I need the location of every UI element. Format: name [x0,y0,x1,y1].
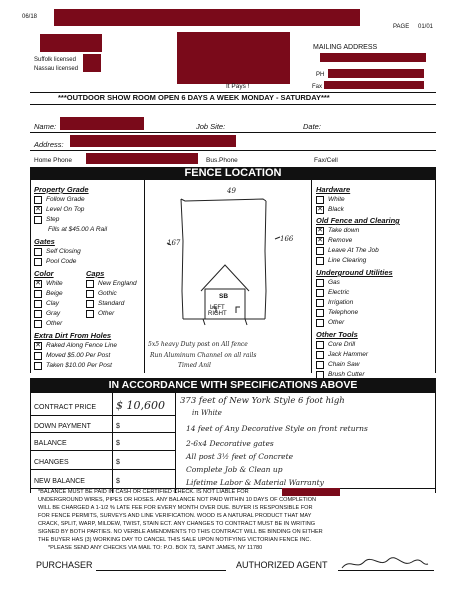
remove-checkbox[interactable]: ✕ [317,237,323,244]
down-payment-dollar: $ [116,423,120,430]
divider [30,393,31,493]
fence-top-line [181,199,266,201]
taken-label: Taken $10.00 Per Post [46,362,112,369]
divider [30,450,176,451]
redaction-name [60,117,144,130]
core-drill-label: Core Drill [328,341,356,348]
terms-line: *BALANCE MUST BE PAID IN CASH OR CERTIFIED CHECK. IS NOT LIABLE FOR [38,489,249,495]
redaction-company [177,32,290,84]
redaction-header-top [54,9,360,26]
balance-dollar: $ [116,440,120,447]
hardware-black-checkbox[interactable]: ✕ [317,206,323,213]
fence-right-line [265,201,266,319]
redaction-fax [324,81,424,89]
color-clay-label: Clay [46,300,60,307]
chain-saw-checkbox[interactable] [316,361,324,369]
new-balance-dollar: $ [116,478,120,485]
telephone-checkbox[interactable] [316,309,324,317]
fax-date: 06/18 [22,14,38,20]
telephone-label: Telephone [328,309,359,316]
house-label: SB [219,293,229,300]
terms-line: CRACK, SPLIT, WARP, MILDEW, TWIST, STAIN ECT. ANY CHANGES TO CONTRACT MUST BE IN WRITING [38,521,316,527]
balance-label: BALANCE [34,440,67,447]
moved-checkbox[interactable] [34,352,42,360]
follow-grade-checkbox[interactable] [34,196,42,204]
fills-note: Fills at $45.00 A Rail [48,226,108,233]
date-label: Date: [303,122,321,131]
changes-dollar: $ [116,459,120,466]
leave-checkbox[interactable] [316,247,324,255]
showroom-banner: ***OUTDOOR SHOW ROOM OPEN 6 DAYS A WEEK MONDAY - SATURDAY*** [58,93,330,102]
job-site-label: Job Site: [196,122,226,131]
take-down-checkbox[interactable]: ✕ [317,227,323,234]
remove-label: Remove [328,237,353,244]
name-label: Name: [34,122,57,131]
self-closing-checkbox[interactable] [34,248,42,256]
divider [311,180,312,373]
fax-label: Fax [312,84,323,90]
hardware-title: Hardware [316,185,351,194]
irrigation-label: Irrigation [328,299,354,306]
old-fence-title: Old Fence and Clearing [316,216,400,225]
color-white-checkbox[interactable]: ✕ [35,280,41,287]
line-clearing-checkbox[interactable] [316,257,324,265]
cap-gothic-label: Gothic [98,290,117,297]
terms-line: WILL BE CHARGED A 1-1/2 % LATE FEE FOR EVERY MONTH OVER DUE. BUYER IS RESPONSIBLE FOR [38,505,313,511]
color-clay-checkbox[interactable] [34,300,42,308]
electric-checkbox[interactable] [316,289,324,297]
fence-location-title: FENCE LOCATION [30,167,436,180]
spec-note-2: in White [192,409,222,417]
color-beige-checkbox[interactable] [34,290,42,298]
level-on-top-label: Level On Top [46,206,85,213]
divider [435,393,436,493]
spec-note-6: Complete Job & Clean up [186,465,283,474]
spec-note-5: All post 3½ feet of Concrete [186,452,294,461]
divider [30,104,436,105]
phone-label: PH [316,72,325,78]
other-tools-title: Other Tools [316,330,358,339]
terms-line: FOR FENCE PERMITS, SURVEYS AND LINE VERIFICATION. WOOD IS A NATURAL PRODUCT THAT MAY [38,513,312,519]
cap-new-england-checkbox[interactable] [86,280,94,288]
redaction-logo-left [40,34,102,52]
taken-checkbox[interactable] [34,362,42,370]
hardware-black-label: Black [328,206,344,213]
gate-marks [203,319,247,325]
purchaser-label: PURCHASER [36,560,93,570]
top-measure: 49 [227,187,236,195]
divider [30,132,436,133]
redaction-nassau [83,63,101,72]
color-other-label: Other [46,320,63,327]
cap-standard-label: Standard [98,300,125,307]
electric-label: Electric [328,289,350,296]
color-white-label: White [46,280,63,287]
purchaser-signature-line[interactable] [96,570,226,571]
gates-title: Gates [34,237,55,246]
hardware-white-checkbox[interactable] [316,196,324,204]
address-label: Address: [34,140,64,149]
brush-cutter-label: Brush Cutter [328,371,365,378]
sketch-note-1: 5x5 heavy Duty post on All fence [148,341,248,348]
color-beige-label: Beige [46,290,63,297]
cap-gothic-checkbox[interactable] [86,290,94,298]
divider [175,393,176,493]
color-title: Color [34,269,54,278]
spec-note-1: 373 feet of New York Style 6 foot high [180,396,345,406]
jack-hammer-checkbox[interactable] [316,351,324,359]
divider [112,393,113,493]
gas-label: Gas [328,279,340,286]
bus-phone-label: Bus.Phone [206,157,238,164]
extra-dirt-title: Extra Dirt From Holes [34,331,112,340]
property-grade-title: Property Grade [34,185,89,194]
step-label: Step [46,216,60,223]
suffolk-license: Suffolk licensed [34,57,76,63]
raked-label: Raked Along Fence Line [46,342,117,349]
spec-note-7: Lifetime Labor & Material Warranty [186,478,324,487]
contract-price-value: $ 10,600 [116,399,165,412]
page-number: 01/01 [418,24,434,30]
divider [30,469,176,470]
color-gray-checkbox[interactable] [34,310,42,318]
nassau-license: Nassau licensed [34,66,79,72]
down-payment-label: DOWN PAYMENT [34,423,91,430]
fence-left-line [181,199,183,319]
color-gray-label: Gray [46,310,61,317]
utility-other-checkbox[interactable] [316,319,324,327]
utilities-title: Underground Utilities [316,268,393,277]
irrigation-checkbox[interactable] [316,299,324,307]
house-roof [201,265,249,291]
self-closing-label: Self Closing [46,248,81,255]
redaction-suffolk [83,54,101,63]
redaction-mailing [320,53,426,62]
agent-signature-scribble [340,556,430,572]
right-arrow [236,307,240,313]
cap-standard-checkbox[interactable] [86,300,94,308]
spec-note-3: 14 feet of Any Decorative Style on front returns [186,424,368,433]
divider [30,415,176,416]
raked-checkbox[interactable]: ✕ [35,342,41,349]
take-down-label: Take down [328,227,360,234]
specifications-title: IN ACCORDANCE WITH SPECIFICATIONS ABOVE [30,378,436,393]
core-drill-checkbox[interactable] [316,341,324,349]
gas-checkbox[interactable] [316,279,324,287]
page-label: PAGE [393,24,410,30]
mailing-address-label: MAILING ADDRESS [313,44,378,51]
right-measure: 166 [280,235,294,243]
it-pays-text: It Pays ! [226,83,250,90]
follow-grade-label: Follow Grade [46,196,85,203]
pool-code-label: Pool Code [46,258,77,265]
moved-label: Moved $5.00 Per Post [46,352,111,359]
terms-line: THE BUYER HAS (3) WORKING DAY TO CANCEL THIS SALE UPON NOTIFYING VICTORIAN FENCE INC. [38,537,311,543]
cap-new-england-label: New England [98,280,137,287]
spec-note-4: 2-6x4 Decorative gates [186,439,274,448]
color-other-checkbox[interactable] [34,320,42,328]
left-measure: 167 [167,239,181,247]
line-clearing-label: Line Clearing [328,257,367,264]
hardware-white-label: White [328,196,345,203]
divider [30,432,176,433]
step-checkbox[interactable] [34,216,42,224]
new-balance-label: NEW BALANCE [34,478,85,485]
left-label: LEFT [210,305,225,311]
sketch-note-2: Run Aluminum Channel on all rails [150,352,257,359]
right-label: RIGHT [208,311,227,317]
authorized-agent-label: AUTHORIZED AGENT [236,560,328,570]
chain-saw-label: Chain Saw [328,361,360,368]
utility-other-label: Other [328,319,345,326]
divider [435,180,436,373]
divider [30,180,31,373]
level-on-top-checkbox[interactable]: ✕ [35,206,41,213]
measure-ticks [167,237,280,245]
terms-line: SIGNED BY BOTH PARTIES. NO VERBLE AMENDMENTS TO THIS CONTRACT WILL BE BINDING ON EITHER [38,529,323,535]
caps-title: Caps [86,269,105,278]
pool-code-checkbox[interactable] [34,258,42,266]
terms-line: *PLEASE SEND ANY CHECKS VIA MAIL TO: P.O. BOX 73, SAINT JAMES, NY 11780 [48,545,263,551]
redaction-home-phone [86,153,198,164]
divider [30,150,436,151]
cap-other-checkbox[interactable] [86,310,94,318]
sketch-note-3: Timed Anil [178,362,211,369]
jack-hammer-label: Jack Hammer [328,351,369,358]
changes-label: CHANGES [34,459,69,466]
terms-line: UNDERGROUND WIRES, PIPES OR HOSES. ANY BALANCE NOT PAID WITHIN 10 DAYS OF COMPLETION [38,497,317,503]
home-phone-label: Home Phone [34,157,72,164]
cap-other-label: Other [98,310,115,317]
leave-label: Leave At The Job [328,247,379,254]
redaction-address [70,135,236,147]
contract-price-label: CONTRACT PRICE [34,404,97,411]
redaction-company-name [282,488,340,496]
fax-cell-label: Fax/Cell [314,157,338,164]
redaction-phone [328,69,424,78]
